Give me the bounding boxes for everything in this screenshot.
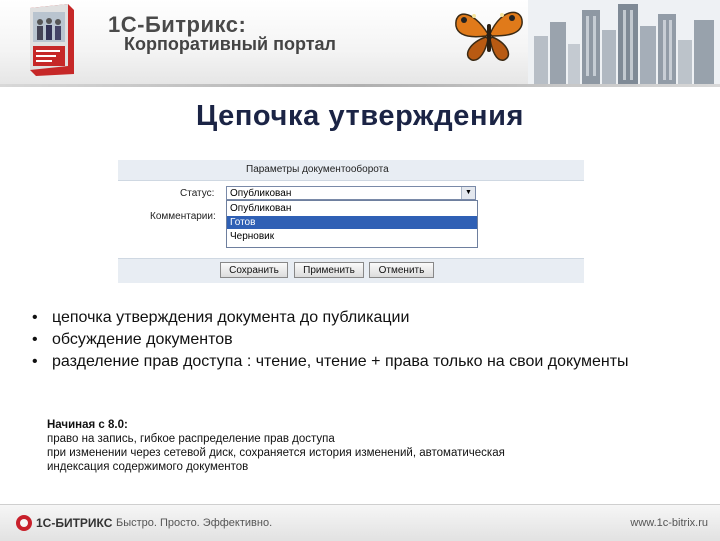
slide-title: Цепочка утверждения: [195, 100, 525, 132]
panel-title: Параметры документооборота: [246, 164, 389, 175]
note-line: право на запись, гибкое распределение прав доступа: [47, 433, 335, 445]
panel-header: [118, 160, 584, 181]
product-box-logo: [24, 4, 78, 76]
version-note: [47, 418, 505, 474]
butterfly-icon: [452, 6, 526, 64]
footer-brand: 1С-БИТРИКС: [36, 516, 113, 530]
status-select-value: Опубликован: [230, 188, 292, 199]
status-select[interactable]: [226, 186, 476, 200]
bitrix-logo-icon: [16, 515, 32, 531]
feature-list: [30, 308, 690, 374]
save-button[interactable]: Сохранить: [220, 262, 288, 278]
note-line: индексация содержимого документов: [47, 461, 249, 473]
list-item: • цепочка утверждения документа до публикации: [30, 308, 690, 327]
apply-button[interactable]: Применить: [294, 262, 364, 278]
note-line: при изменении через сетевой диск, сохраняется история изменений, автоматическая: [47, 447, 505, 459]
list-item: • обсуждение документов: [30, 330, 690, 349]
header-banner: [0, 0, 720, 84]
status-dropdown-list[interactable]: [226, 200, 478, 248]
note-heading: Начиная с 8.0:: [47, 419, 128, 431]
city-skyline-image: [528, 0, 720, 84]
status-option-selected[interactable]: Готов: [227, 216, 477, 229]
comment-label: Комментарии:: [150, 211, 216, 222]
list-item: • разделение прав доступа : чтение, чтение + права только на свои документы: [30, 352, 690, 371]
status-option[interactable]: Опубликован: [230, 203, 292, 214]
footer-url: www.1c-bitrix.ru: [630, 517, 708, 529]
brand-subtitle: Корпоративный портал: [124, 34, 336, 54]
cancel-button[interactable]: Отменить: [369, 262, 434, 278]
footer-bar: [0, 504, 720, 541]
status-label: Статус:: [180, 188, 215, 199]
status-option[interactable]: Черновик: [230, 231, 275, 242]
chevron-down-icon[interactable]: ▼: [461, 187, 475, 199]
header-divider: [0, 84, 720, 87]
brand-title: 1С-Битрикс:: [108, 12, 247, 37]
footer-slogan: Быстро. Просто. Эффективно.: [116, 517, 273, 529]
